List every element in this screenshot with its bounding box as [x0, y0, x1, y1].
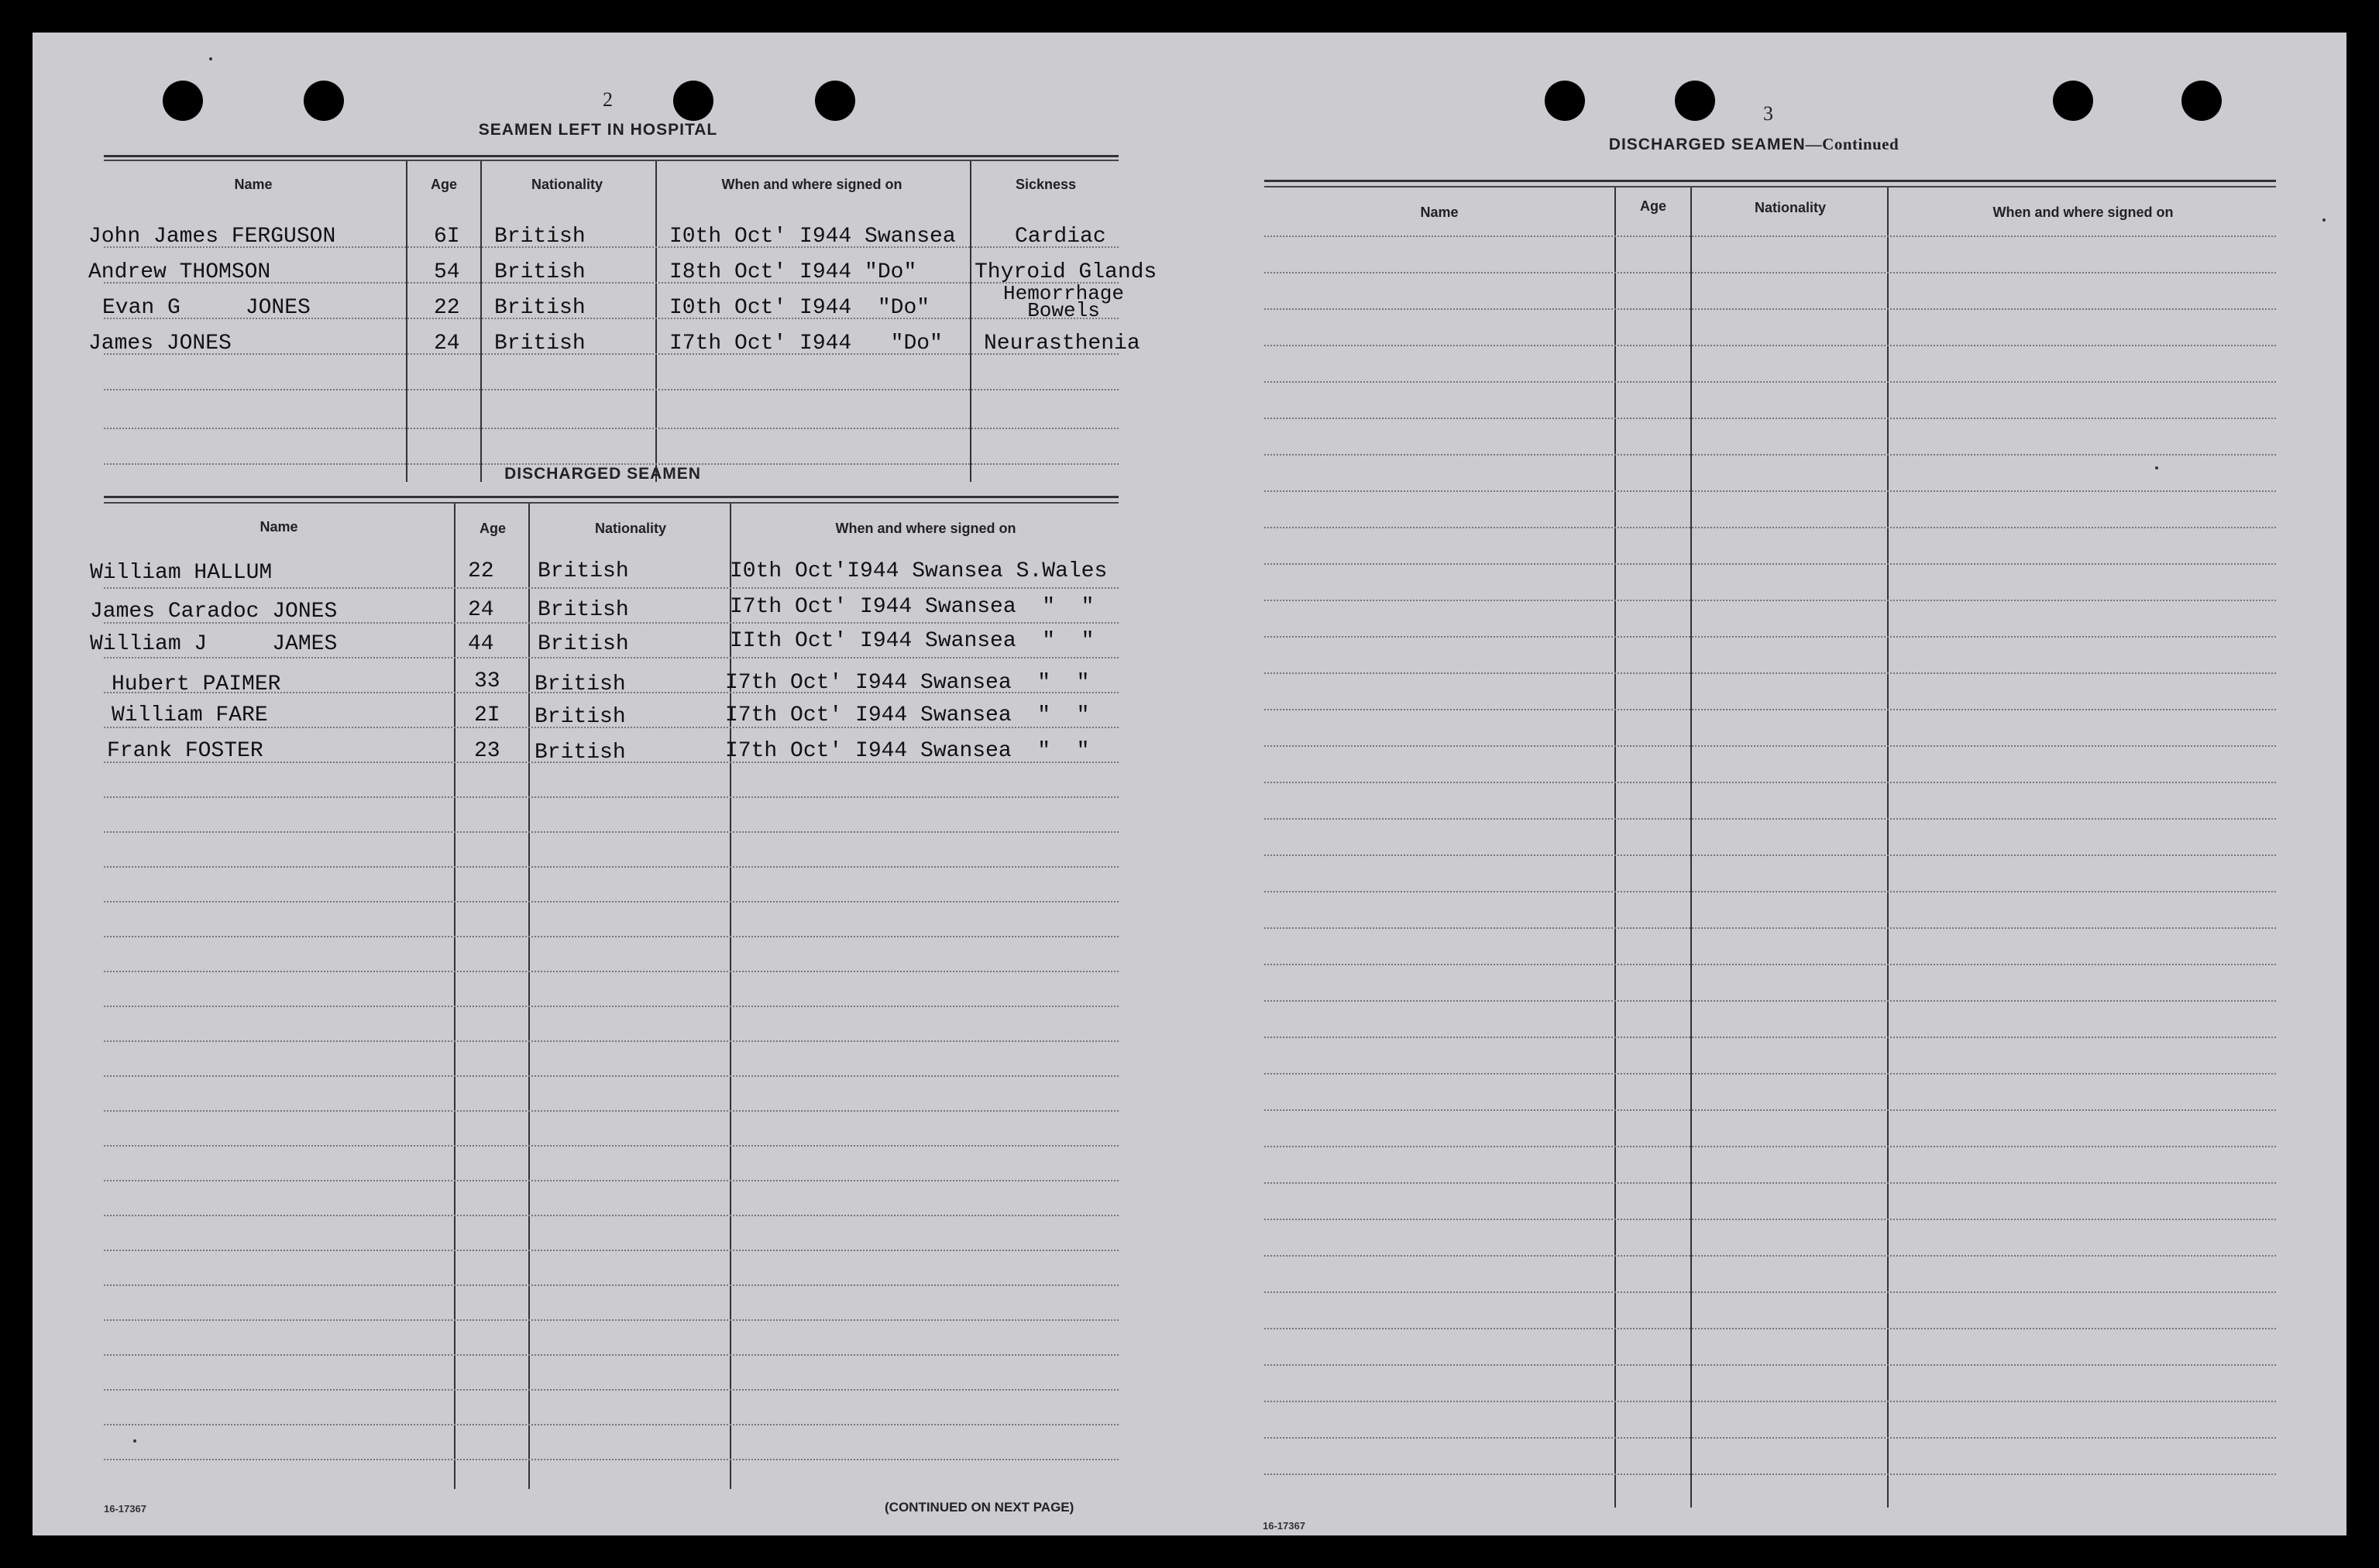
hospital-row-4-name: James JONES — [88, 332, 232, 356]
right-col-name: Name — [1420, 205, 1459, 220]
hospital-row-3-sickness: Hemorrhage Bowels — [1002, 282, 1125, 322]
ruled-line — [104, 1389, 1119, 1391]
right-col-divider — [1614, 187, 1616, 1508]
discharged-row-2-signed-on: I7th Oct' I944 Swansea " " — [730, 595, 1095, 619]
ruled-line — [1264, 236, 2276, 238]
punch-hole — [1545, 81, 1585, 121]
discharged-row-4-name: Hubert PAIMER — [112, 672, 281, 696]
discharged-row-1-name: William HALLUM — [90, 561, 273, 585]
ruled-line — [1264, 345, 2276, 347]
discharged-col-divider — [528, 504, 530, 1489]
hospital-table-header-rule — [104, 160, 1119, 161]
ruled-line — [1264, 1473, 2276, 1476]
ruled-line — [1264, 1073, 2276, 1075]
hospital-col-age: Age — [430, 177, 457, 192]
ruled-line — [1264, 563, 2276, 566]
hospital-col-divider — [655, 161, 657, 482]
right-col-divider — [1690, 187, 1692, 1508]
page-number: 2 — [603, 88, 613, 111]
ruled-line — [104, 1180, 1119, 1182]
form-number: 16-17367 — [1263, 1520, 1305, 1532]
ruled-line — [1264, 1037, 2276, 1039]
ruled-line — [104, 1145, 1119, 1147]
speck — [209, 57, 212, 60]
discharged-continued-title — [1521, 135, 1986, 154]
title-suffix: —Continued — [1805, 135, 1899, 153]
discharged-row-2-age: 24 — [468, 598, 494, 622]
hospital-col-divider — [970, 161, 971, 482]
discharged-col-divider — [454, 504, 456, 1489]
hospital-row-1-nationality: British — [494, 225, 586, 249]
hospital-row-2-name: Andrew THOMSON — [88, 260, 271, 284]
ruled-line — [1264, 745, 2276, 748]
hospital-row-3-signed-on: I0th Oct' I944 "Do" — [669, 296, 930, 320]
ruled-line — [1264, 854, 2276, 857]
right-col-signed-on: When and where signed on — [1992, 205, 2174, 220]
ruled-line — [1264, 782, 2276, 784]
hospital-row-1-sickness: Cardiac — [1015, 225, 1106, 249]
hospital-section-title: SEAMEN LEFT IN HOSPITAL — [478, 121, 718, 139]
hospital-row-1-signed-on: I0th Oct' I944 Swansea — [669, 225, 956, 249]
ruled-line — [1264, 1182, 2276, 1185]
ruled-line — [104, 1424, 1119, 1426]
discharged-col-nationality: Nationality — [594, 521, 666, 536]
punch-hole — [163, 81, 203, 121]
ruled-line — [1264, 818, 2276, 820]
discharged-row-5-age: 2I — [474, 703, 500, 727]
punch-hole — [304, 81, 344, 121]
hospital-col-name: Name — [234, 177, 273, 192]
ruled-line — [104, 796, 1119, 799]
page-number: 3 — [1763, 102, 1773, 125]
discharged-row-3-age: 44 — [468, 632, 494, 656]
hospital-col-sickness: Sickness — [1015, 177, 1077, 192]
ruled-line — [104, 1284, 1119, 1287]
hospital-row-line — [104, 353, 1119, 356]
ruled-line — [1264, 1328, 2276, 1330]
title-main: DISCHARGED SEAMEN — [1608, 136, 1806, 153]
discharged-row-2-nationality: British — [538, 598, 629, 622]
discharged-table-header-rule — [104, 502, 1119, 504]
ruled-line — [1264, 891, 2276, 893]
ruled-line — [104, 1319, 1119, 1322]
hospital-row-2-signed-on: I8th Oct' I944 "Do" — [669, 260, 917, 284]
discharged-section-title: DISCHARGED SEAMEN — [504, 465, 701, 483]
discharged-row-6-signed-on: I7th Oct' I944 Swansea " " — [725, 739, 1090, 763]
ruled-line — [1264, 964, 2276, 966]
ruled-line — [1264, 381, 2276, 383]
ruled-line — [1264, 527, 2276, 529]
ruled-line — [104, 1215, 1119, 1217]
speck — [133, 1439, 136, 1442]
ruled-line — [104, 587, 1119, 590]
discharged-row-5-nationality: British — [535, 705, 626, 729]
ruled-line — [1264, 636, 2276, 638]
discharged-row-6-nationality: British — [535, 741, 626, 765]
hospital-row-4-nationality: British — [494, 332, 586, 356]
discharged-row-4-age: 33 — [474, 669, 500, 693]
ruled-line — [104, 1250, 1119, 1252]
ruled-line — [104, 1075, 1119, 1078]
hospital-row-3-name: Evan G JONES — [102, 296, 311, 320]
hospital-col-divider — [480, 161, 482, 482]
punch-hole — [673, 81, 713, 121]
ruled-line — [1264, 1364, 2276, 1367]
ruled-line — [1264, 1146, 2276, 1148]
hospital-row-2-nationality: British — [494, 260, 586, 284]
ruled-line — [104, 1459, 1119, 1461]
hospital-row-4-sickness: Neurasthenia — [984, 332, 1140, 356]
punch-hole — [2181, 81, 2222, 121]
ruled-line — [104, 1110, 1119, 1112]
ruled-line — [1264, 709, 2276, 711]
ruled-line — [104, 1354, 1119, 1357]
hospital-row-3-age: 22 — [434, 296, 460, 320]
discharged-row-1-age: 22 — [468, 559, 494, 583]
right-col-divider — [1887, 187, 1889, 1508]
speck — [2322, 218, 2326, 222]
ruled-line — [104, 1040, 1119, 1043]
hospital-col-divider — [406, 161, 407, 482]
ruled-line — [1264, 1000, 2276, 1002]
ruled-line — [104, 1006, 1119, 1008]
discharged-col-name: Name — [260, 519, 298, 535]
discharged-row-6-name: Frank FOSTER — [107, 739, 263, 763]
hospital-row-1-name: John James FERGUSON — [88, 225, 336, 249]
discharged-col-age: Age — [479, 521, 506, 536]
ruled-line — [1264, 490, 2276, 493]
ruled-line — [104, 901, 1119, 903]
ruled-line — [1264, 927, 2276, 930]
discharged-row-4-signed-on: I7th Oct' I944 Swansea " " — [725, 671, 1090, 695]
ruled-line — [104, 831, 1119, 834]
hospital-row-3-nationality: British — [494, 296, 586, 320]
punch-hole — [1675, 81, 1715, 121]
discharged-row-5-name: William FARE — [112, 703, 268, 727]
hospital-col-nationality: Nationality — [531, 177, 603, 192]
ruled-line — [1264, 600, 2276, 602]
speck — [2155, 466, 2158, 469]
right-table-top-rule — [1264, 180, 2276, 182]
form-number: 16-17367 — [104, 1503, 146, 1515]
discharged-row-6-age: 23 — [474, 739, 500, 763]
ruled-line — [1264, 1109, 2276, 1112]
hospital-row-2-age: 54 — [434, 260, 460, 284]
hospital-row-line — [104, 389, 1119, 391]
ruled-line — [1264, 672, 2276, 675]
punch-hole — [815, 81, 855, 121]
hospital-row-line — [104, 428, 1119, 430]
hospital-row-1-age: 6I — [434, 225, 460, 249]
hospital-row-4-signed-on: I7th Oct' I944 "Do" — [669, 332, 943, 356]
discharged-row-2-name: James Caradoc JONES — [90, 600, 338, 624]
continued-note: (CONTINUED ON NEXT PAGE) — [885, 1500, 1074, 1515]
discharged-col-signed-on: When and where signed on — [835, 521, 1016, 536]
hospital-col-signed-on: When and where signed on — [721, 177, 902, 192]
ruled-line — [1264, 308, 2276, 311]
discharged-row-5-signed-on: I7th Oct' I944 Swansea " " — [725, 703, 1090, 727]
discharged-row-1-nationality: British — [538, 559, 629, 583]
ruled-line — [1264, 1437, 2276, 1439]
ruled-line — [1264, 1219, 2276, 1221]
ruled-line — [1264, 272, 2276, 274]
ruled-line — [1264, 1291, 2276, 1294]
right-col-age: Age — [1639, 198, 1666, 214]
discharged-row-1-signed-on: I0th Oct'I944 Swansea S.Wales — [730, 559, 1108, 583]
ruled-line — [1264, 454, 2276, 456]
ruled-line — [104, 936, 1119, 938]
right-page — [1181, 33, 2346, 1535]
left-page — [33, 33, 1181, 1535]
discharged-row-3-name: William J JAMES — [90, 632, 338, 656]
ruled-line — [104, 657, 1119, 659]
ruled-line — [104, 866, 1119, 868]
right-col-nationality: Nationality — [1754, 200, 1826, 215]
hospital-table-top-rule — [104, 155, 1119, 157]
punch-hole — [2053, 81, 2093, 121]
hospital-row-2-sickness: Thyroid Glands — [975, 260, 1157, 284]
ruled-line — [104, 971, 1119, 973]
hospital-row-4-age: 24 — [434, 332, 460, 356]
discharged-row-4-nationality: British — [535, 672, 626, 696]
discharged-table-top-rule — [104, 496, 1119, 498]
right-table-header-rule — [1264, 186, 2276, 187]
ruled-line — [1264, 1255, 2276, 1257]
ruled-line — [1264, 1401, 2276, 1403]
discharged-row-3-signed-on: IIth Oct' I944 Swansea " " — [730, 629, 1095, 653]
discharged-row-3-nationality: British — [538, 632, 629, 656]
ruled-line — [1264, 418, 2276, 420]
